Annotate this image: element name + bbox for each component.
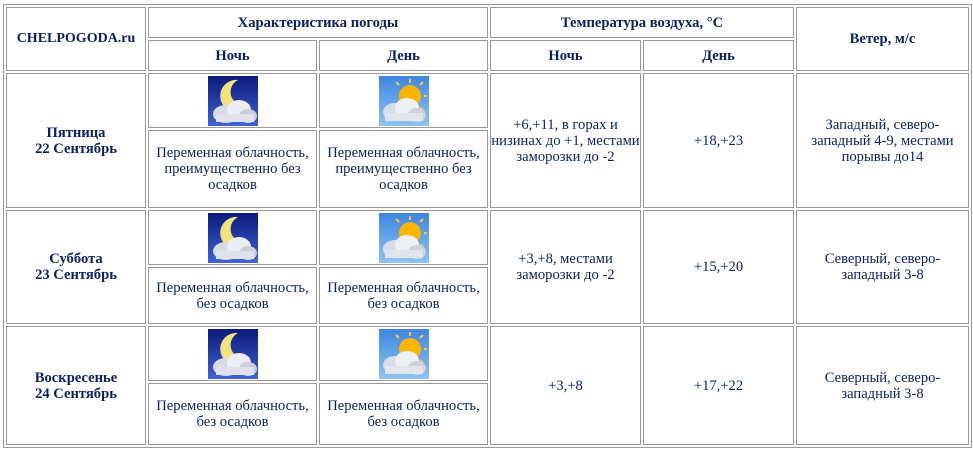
temp-night-header: Ночь [490,40,641,71]
temp-night: +6,+11, в горах и низинах до +1, местами заморозки до -2 [490,73,641,208]
temp-day: +17,+22 [643,326,794,445]
moon-cloud-icon [208,329,258,379]
moon-cloud-icon [208,213,258,263]
night-icon-cell [148,210,317,265]
sun-cloud-icon [379,329,429,379]
date: 23 Сентябрь [35,267,117,283]
temp-day: +15,+20 [643,210,794,324]
sun-cloud-icon [379,76,429,126]
day-header: День [319,40,488,71]
site-name: CHELPOGODA.ru [6,7,146,71]
weekday: Суббота [49,251,103,267]
weekday: Воскресенье [34,369,118,386]
air-temperature-header: Температура воздуха, °C [490,7,794,38]
night-header: Ночь [148,40,317,71]
wind-header: Ветер, м/с [796,7,969,71]
wind: Западный, северо-западный 4-9, местами порывы до14 [796,73,969,208]
wind: Северный, северо-западный 3-8 [796,326,969,445]
day-label [6,326,146,445]
day-icon-cell [319,73,488,128]
day-description: Переменная облачность, без осадков [319,267,488,324]
day-icon-cell [319,210,488,265]
wind: Северный, северо-западный 3-8 [796,210,969,324]
weather-characteristic-header: Характеристика погоды [148,7,488,38]
day-description: Переменная облачность, преимущественно без осадков [319,130,488,208]
date: 22 Сентябрь [35,140,117,157]
forecast-table [3,4,972,448]
night-icon-cell [148,73,317,128]
date: 24 Сентябрь [35,385,117,402]
day-label [6,73,146,208]
night-description: Переменная облачность, без осадков [148,267,317,324]
night-icon-cell [148,326,317,381]
weekday: Пятница [46,124,106,141]
temp-night: +3,+8, местами заморозки до -2 [490,210,641,324]
day-description: Переменная облачность, без осадков [319,383,488,445]
night-description: Переменная облачность, без осадков [148,383,317,445]
moon-cloud-icon [208,76,258,126]
temp-night: +3,+8 [490,326,641,445]
temp-day: +18,+23 [643,73,794,208]
temp-day-header: День [643,40,794,71]
sun-cloud-icon [379,213,429,263]
day-label [6,210,146,324]
day-icon-cell [319,326,488,381]
night-description: Переменная облачность, преимущественно без осадков [148,130,317,208]
